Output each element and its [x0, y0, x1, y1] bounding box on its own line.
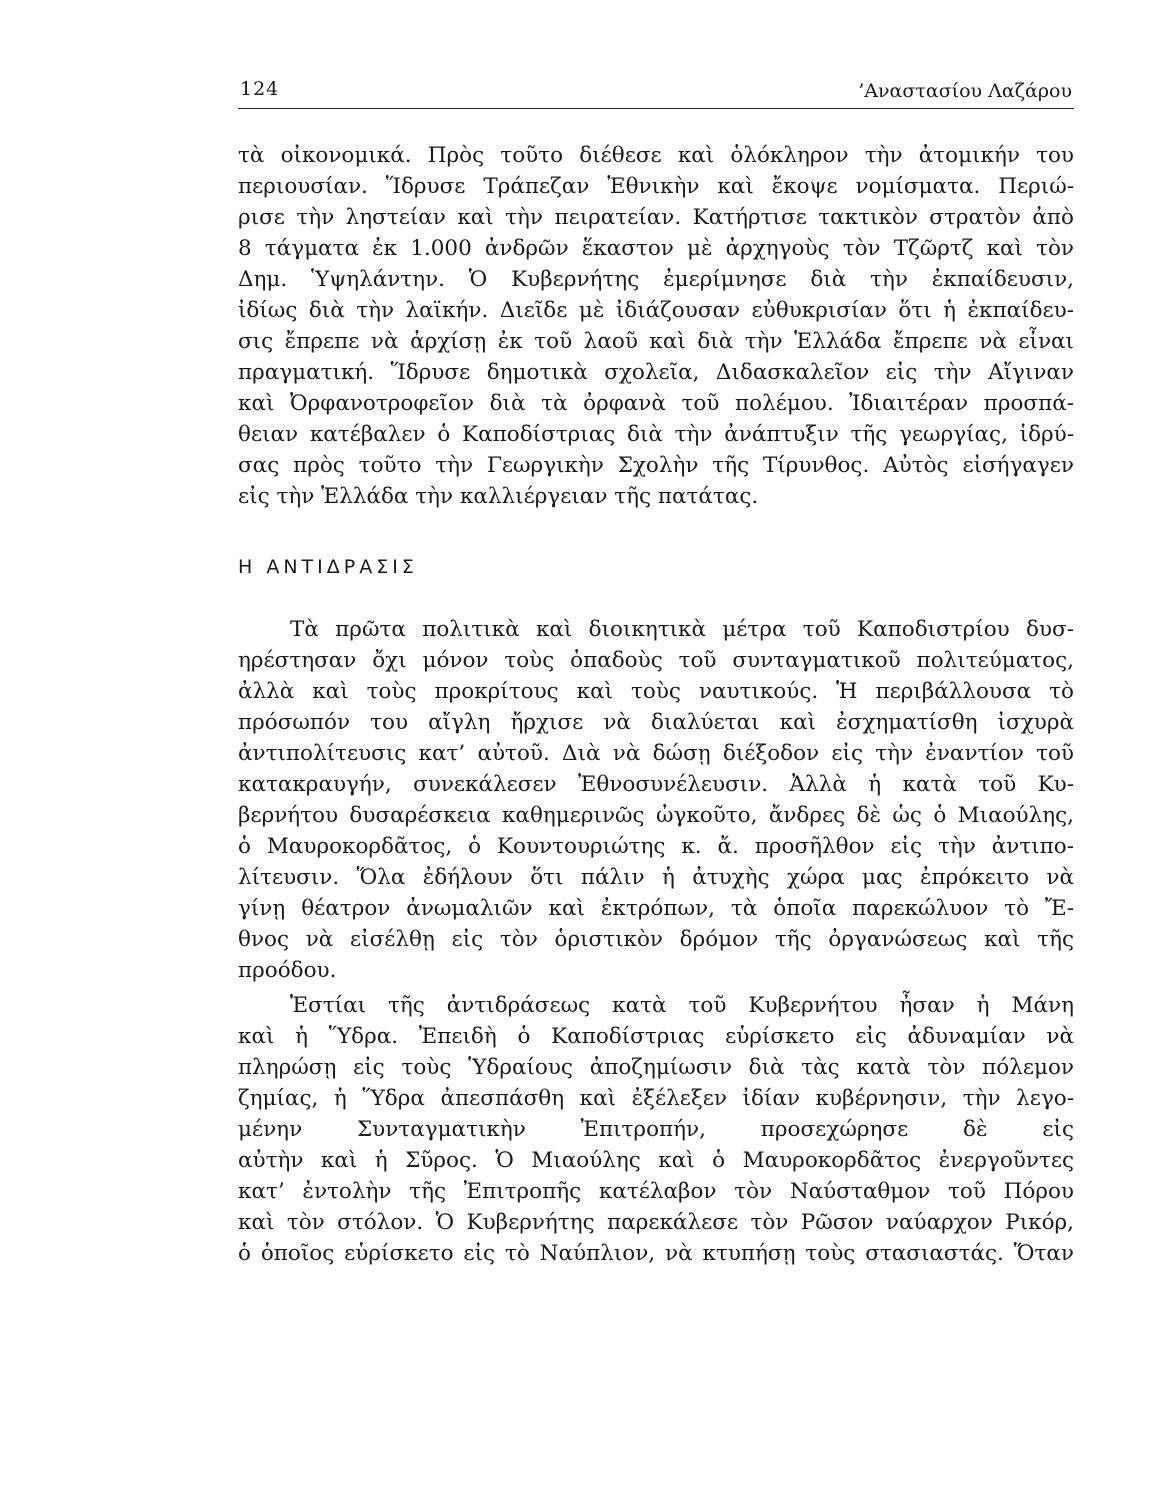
text-line: 8 τάγματα ἐκ 1.000 ἀνδρῶν ἕκαστον μὲ ἀρχηγοὺς τὸν Τζῶρτζ καὶ τὸν: [238, 236, 1074, 261]
text-line: γίνῃ θέατρον ἀνωμαλιῶν καὶ ἐκτρόπων, τὰ ὁποῖα παρεκώλυον τὸ Ἔ-: [238, 896, 1074, 921]
text-line: σις ἔπρεπε νὰ ἀρχίσῃ ἐκ τοῦ λαοῦ καὶ διὰ τὴν Ἑλλάδα ἔπρεπε νὰ εἶναι: [238, 329, 1074, 354]
text-line: Ἑστίαι τῆς ἀντιδράσεως κατὰ τοῦ Κυβερνήτου ἦσαν ἡ Μάνη: [290, 993, 1074, 1018]
text-line: ρισε τὴν ληστείαν καὶ τὴν πειρατείαν. Κατήρτισε τακτικὸν στρατὸν ἀπὸ: [238, 205, 1074, 230]
page-header: [238, 76, 1074, 109]
text-line: πληρώσῃ εἰς τοὺς Ὑδραίους ἀποζημίωσιν διὰ τὰς κατὰ τὸν πόλεμον: [238, 1055, 1074, 1080]
text-line: ηρέστησαν ὄχι μόνον τοὺς ὀπαδοὺς τοῦ συνταγματικοῦ πολιτεύματος,: [238, 648, 1074, 673]
text-line: μένην Συνταγματικὴν Ἐπιτροπήν, προσεχώρησε δὲ εἰς: [238, 1117, 1074, 1142]
text-line: θνος νὰ εἰσέλθῃ εἰς τὸν ὁριστικὸν δρόμον τῆς ὀργανώσεως καὶ τῆς: [238, 927, 1074, 952]
text-line: ὁ Μαυροκορδᾶτος, ὁ Κουντουριώτης κ. ἄ. προσῆλθον εἰς τὴν ἀντιπο-: [238, 834, 1074, 859]
text-line: περιουσίαν. Ἵδρυσε Τράπεζαν Ἐθνικὴν καὶ ἔκοψε νομίσματα. Περιώ-: [238, 174, 1074, 199]
text-line: Δημ. Ὑψηλάντην. Ὁ Κυβερνήτης ἐμερίμνησε διὰ τὴν ἐκπαίδευσιν,: [238, 267, 1074, 292]
text-line: ὁ ὁποῖος εὑρίσκετο εἰς τὸ Ναύπλιον, νὰ κτυπήσῃ τοὺς στασιαστάς. Ὅταν: [238, 1241, 1074, 1266]
text-line: πραγματική. Ἵδρυσε δημοτικὰ σχολεῖα, Διδασκαλεῖον εἰς τὴν Αἴγιναν: [238, 360, 1074, 385]
text-line: λίτευσιν. Ὅλα ἐδήλουν ὅτι πάλιν ἡ ἀτυχὴς χώρα μας ἐπρόκειτο νὰ: [238, 865, 1074, 890]
text-line: κατακραυγήν, συνεκάλεσεν Ἐθνοσυνέλευσιν. Ἀλλὰ ἡ κατὰ τοῦ Κυ-: [238, 772, 1074, 797]
section-heading: Η ΑΝΤΙΔΡΑΣΙΣ: [238, 556, 418, 578]
text-line: προόδου.: [238, 958, 337, 983]
text-line: καὶ Ὀρφανοτροφεῖον διὰ τὰ ὀρφανὰ τοῦ πολέμου. Ἰδιαιτέραν προσπά-: [238, 391, 1074, 416]
paragraph-2: [238, 614, 1074, 986]
text-line: αὐτὴν καὶ ἡ Σῦρος. Ὁ Μιαούλης καὶ ὁ Μαυροκορδᾶτος ἐνεργοῦντες: [238, 1148, 1074, 1173]
text-line: σας πρὸς τοῦτο τὴν Γεωργικὴν Σχολὴν τῆς Τίρυνθος. Αὐτὸς εἰσήγαγεν: [238, 453, 1074, 478]
text-line: ἀντιπολίτευσις κατ’ αὐτοῦ. Διὰ νὰ δώσῃ διέξοδον εἰς τὴν ἐναντίον τοῦ: [238, 741, 1074, 766]
text-line: κατ’ ἐντολὴν τῆς Ἐπιτροπῆς κατέλαβον τὸν Ναύσταθμον τοῦ Πόρου: [238, 1179, 1074, 1204]
text-line: ἰδίως διὰ τὴν λαϊκήν. Διεῖδε μὲ ἰδιάζουσαν εὐθυκρισίαν ὅτι ἡ ἐκπαίδευ-: [238, 298, 1074, 323]
text-line: ζημίας, ἡ Ὕδρα ἀπεσπάσθη καὶ ἐξέλεξεν ἰδίαν κυβέρνησιν, τὴν λεγο-: [238, 1086, 1074, 1111]
text-line: εἰς τὴν Ἑλλάδα τὴν καλλιέργειαν τῆς πατάτας.: [238, 484, 759, 509]
text-line: καὶ ἡ Ὕδρα. Ἐπειδὴ ὁ Καποδίστριας εὑρίσκετο εἰς ἀδυναμίαν νὰ: [238, 1024, 1074, 1049]
running-title: ’Αναστασίου Λαζάρου: [858, 80, 1072, 102]
text-line: τὰ οἰκονομικά. Πρὸς τοῦτο διέθεσε καὶ ὁλόκληρον τὴν ἀτομικήν του: [238, 143, 1074, 168]
page-content: [238, 140, 1074, 1269]
text-line: Τὰ πρῶτα πολιτικὰ καὶ διοικητικὰ μέτρα τοῦ Καποδιστρίου δυσ-: [290, 617, 1074, 642]
text-line: βερνήτου δυσαρέσκεια καθημερινῶς ὠγκοῦτο, ἄνδρες δὲ ὡς ὁ Μιαούλης,: [238, 803, 1074, 828]
text-line: καὶ τὸν στόλον. Ὁ Κυβερνήτης παρεκάλεσε τὸν Ρῶσον ναύαρχον Ρικόρ,: [238, 1210, 1074, 1235]
text-line: ἀλλὰ καὶ τοὺς προκρίτους καὶ τοὺς ναυτικούς. Ἡ περιβάλλουσα τὸ: [238, 679, 1074, 704]
paragraph-3: [238, 990, 1074, 1269]
paragraph-1: [238, 140, 1074, 512]
text-line: θειαν κατέβαλεν ὁ Καποδίστριας διὰ τὴν ἀνάπτυξιν τῆς γεωργίας, ἱδρύ-: [238, 422, 1074, 447]
text-line: πρόσωπόν του αἴγλη ἤρχισε νὰ διαλύεται καὶ ἐσχηματίσθη ἰσχυρὰ: [238, 710, 1074, 735]
page-number: 124: [240, 78, 280, 100]
